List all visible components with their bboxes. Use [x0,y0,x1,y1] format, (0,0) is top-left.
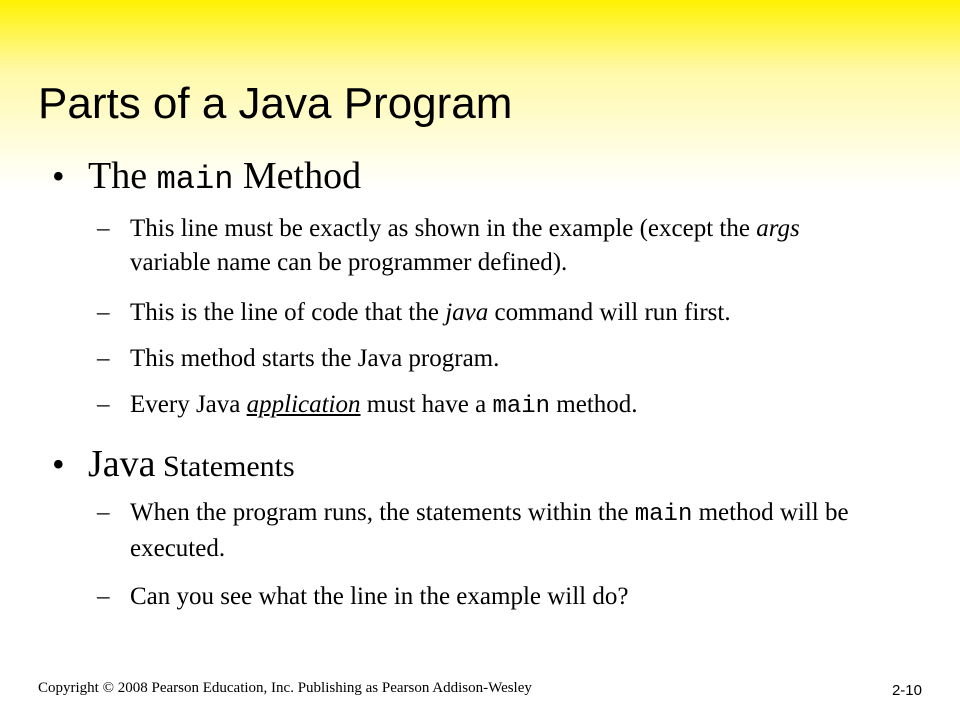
page-number: 2-10 [891,682,922,699]
sub-bullet-statements-executed: – When the program runs, the statements within the main method will be executed. [97,499,849,562]
code-main: main [156,161,234,198]
bullet-dot: • [52,156,65,196]
bullet-java-statements: • Java Statements [52,438,295,493]
sub-bullet-every-application: – Every Java application must have a main method. [97,391,638,420]
sub-bullet-method-starts: – This method starts the Java program. [97,345,500,372]
bullet-main-method: • The main Method [52,150,361,206]
sub-bullet-java-command: – This is the line of code that the java command will run first. [97,299,731,326]
application-term: application [246,391,361,418]
footer-copyright: Copyright © 2008 Pearson Education, Inc. Publishing as Pearson Addison-Wesley [38,680,532,696]
slide-title: Parts of a Java Program [38,79,513,128]
sub-bullet-exact-line: – This line must be exactly as shown in the example (except the args variable name can be programmer defined). [97,215,800,276]
bullet-dot: • [52,444,65,484]
sub-bullet-can-you-see: – Can you see what the line in the example will do? [97,583,629,610]
